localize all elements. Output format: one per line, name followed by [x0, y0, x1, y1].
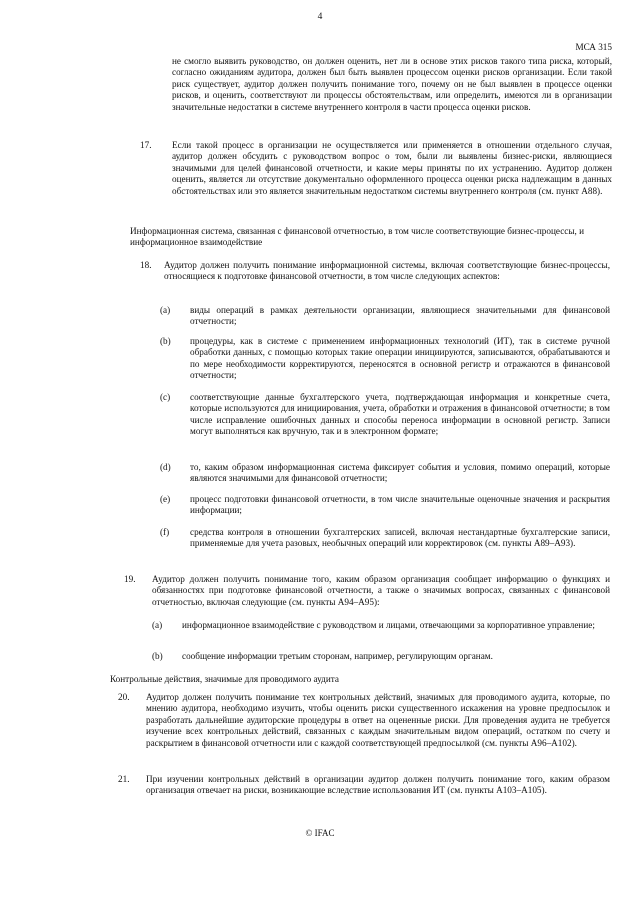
section-heading-information-system: Информационная система, связанная с финансовой отчетностью, в том числе соответствующие бизнес-процессы, и информационное взаимодействие: [130, 226, 585, 248]
list-item-label: (b): [152, 651, 163, 661]
paragraph-number-17: 17.: [140, 140, 152, 150]
standard-code: МСА 315: [575, 42, 612, 52]
paragraph-number-19: 19.: [124, 574, 136, 584]
list-item-label: (e): [160, 494, 171, 504]
paragraph-18: Аудитор должен получить понимание информационной системы, включая соответствующие бизнес-процессы, относящиеся к подготовке финансовой отчетности, в том числе следующих аспектов:: [164, 260, 610, 282]
list-item-label: (d): [160, 462, 171, 472]
list-item: виды операций в рамках деятельности организации, являющиеся значительными для финансовой отчетности;: [190, 305, 610, 327]
list-item: то, каким образом информационная система фиксирует события и условия, помимо операций, которые являются значимыми для финансовой отчетности;: [190, 462, 610, 484]
paragraph-number-20: 20.: [118, 692, 130, 702]
paragraph-number-21: 21.: [118, 774, 130, 784]
section-heading-control-activities: Контрольные действия, значимые для проводимого аудита: [110, 674, 339, 684]
paragraph-21: При изучении контрольных действий в организации аудитор должен получить понимание того, каким образом организация отвечает на риски, возникающие вследствие использования ИТ (см. пункты А103–А105).: [146, 774, 610, 796]
continuation-paragraph: не смогло выявить руководство, он должен оценить, нет ли в основе этих рисков такого типа риска, который, согласно ожиданиям аудитора, должен был быть выявлен процессом оценки рисков организации. Если такой риск существует, аудитор должен получить понимание того, почему он не был выявлен в процессе оценки рисков, и оценить, соответствуют ли процессы обстоятельствам, или определить, имеются ли в организации значительные недостатки в системе внутреннего контроля в части процесса оценки рисков.: [172, 56, 612, 112]
list-item-label: (c): [160, 392, 171, 402]
list-item-label: (f): [160, 527, 170, 537]
list-item-label: (b): [160, 336, 171, 346]
paragraph-19: Аудитор должен получить понимание того, каким образом организация сообщает информацию о функциях и обязанностях при подготовке финансовой отчетности, а также о значимых вопросах, связанных с финансовой отчетностью, включая следующие (см. пункты А94–А95):: [152, 574, 610, 607]
list-item: соответствующие данные бухгалтерского учета, подтверждающая информация и конкретные счета, которые используются для инициирования, учета, обработки и отражения в финансовой отчетности; в том числе исправление ошибочных данных и способы переноса информации в основной регистр. Записи могут выполняться как вручную, так и в электронном формате;: [190, 392, 610, 437]
footer-copyright: © IFAC: [305, 828, 335, 838]
page-number: 4: [317, 12, 323, 22]
list-item: сообщение информации третьим сторонам, например, регулирующим органам.: [182, 651, 493, 661]
list-item: средства контроля в отношении бухгалтерских записей, включая нестандартные бухгалтерские записи, применяемые для учета разовых, необычных операций или корректировок (см. пункты А89–А93).: [190, 527, 610, 549]
paragraph-17: Если такой процесс в организации не осуществляется или применяется в отношении отдельного случая, аудитор должен обсудить с руководством вопрос о том, были ли выявлены бизнес-риски, являющиеся значимыми для целей финансовой отчетности, и какие меры приняты по их устранению. Аудитор должен оценить, является ли отсутствие документально оформленного процесса оценки риска надлежащим в данных обстоятельствах или это является значительным недостатком системы внутреннего контроля (см. пункт А88).: [172, 140, 612, 196]
list-item: процедуры, как в системе с применением информационных технологий (ИТ), так в системе ручной обработки данных, с помощью которых такие операции инициируются, записываются, обрабатываются и по мере необходимости корректируются, переносятся в основной регистр и отражаются в финансовой отчетности;: [190, 336, 610, 381]
paragraph-number-18: 18.: [140, 260, 152, 270]
paragraph-20: Аудитор должен получить понимание тех контрольных действий, значимых для проводимого аудита, которые, по мнению аудитора, необходимо изучить, чтобы оценить риски существенного искажения на уровне предпосылок и разработать дальнейшие аудиторские процедуры в ответ на оцененные риски. Для проведения аудита не требуется изучение всех контрольных действий, связанных с каждым значительным видом операций, остатком по счету и раскрытием в финансовой отчетности или с каждой соответствующей предпосылкой (см. пункты А96–А102).: [146, 692, 610, 748]
list-item-label: (a): [152, 620, 163, 630]
list-item: информационное взаимодействие с руководством и лицами, отвечающими за корпоративное управление;: [182, 620, 595, 630]
list-item: процесс подготовки финансовой отчетности, в том числе значительные оценочные значения и раскрытия информации;: [190, 494, 610, 516]
list-item-label: (a): [160, 305, 171, 315]
